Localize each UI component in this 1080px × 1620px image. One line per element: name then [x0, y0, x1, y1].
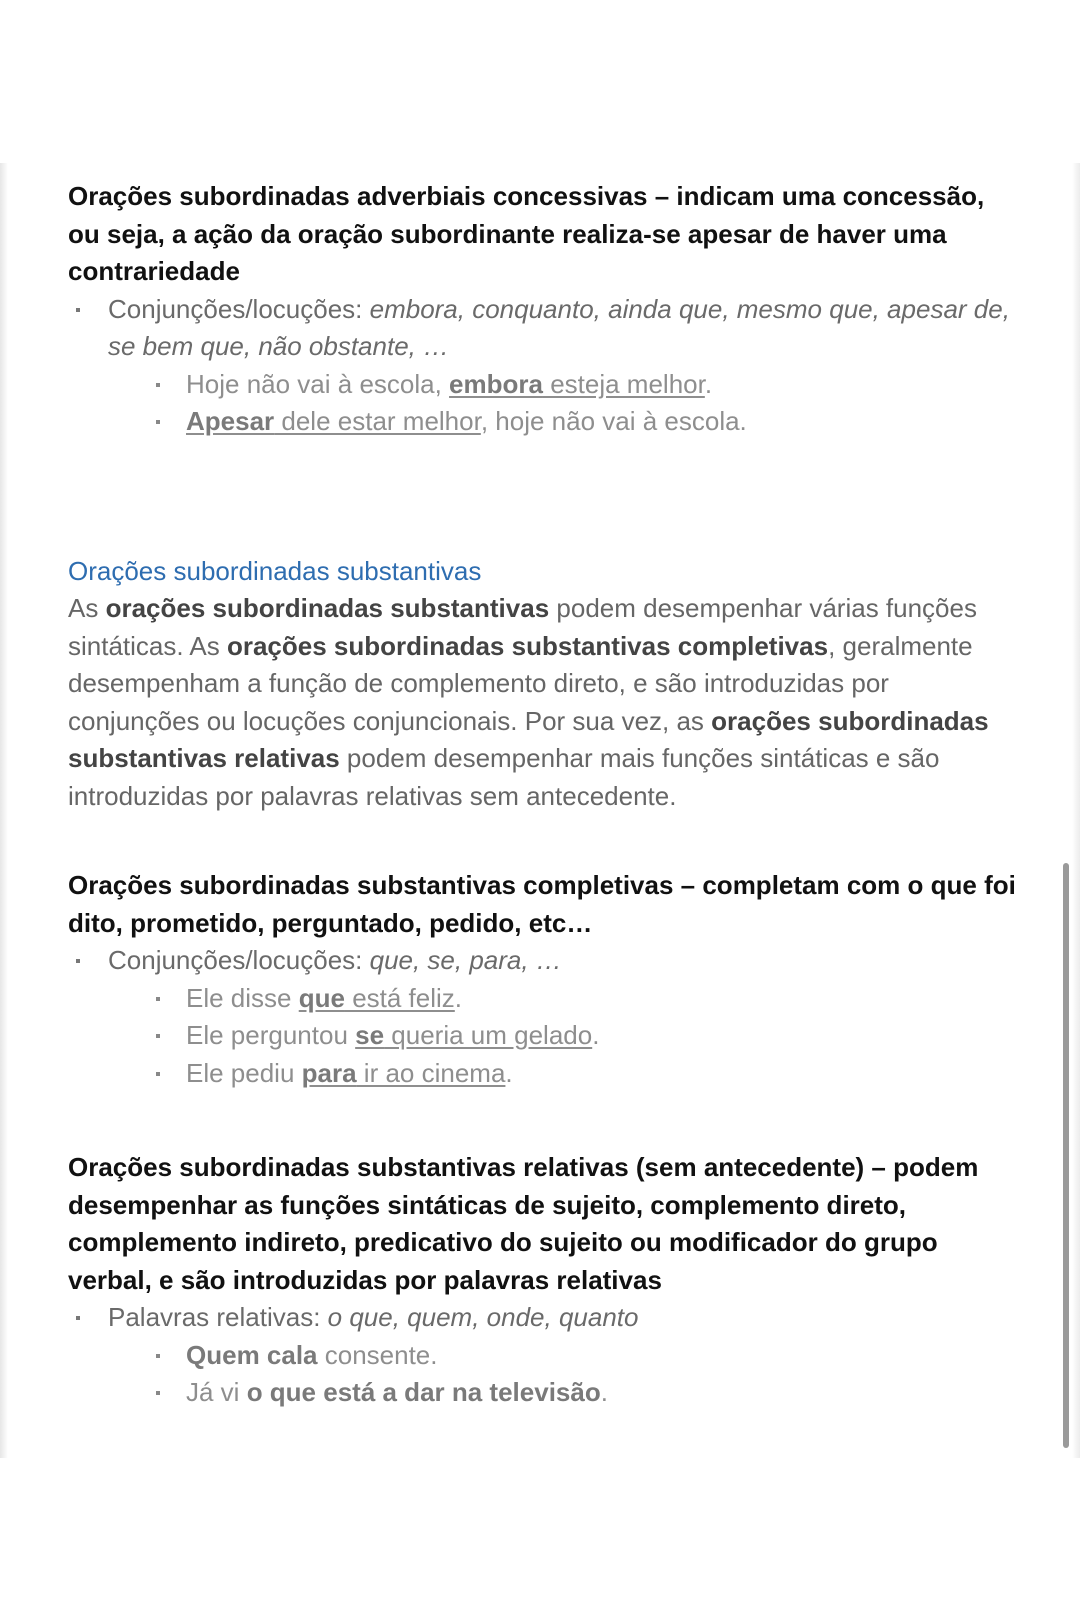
example-suffix: . — [592, 1020, 600, 1050]
examples-list — [108, 366, 1018, 441]
section-substantivas — [68, 553, 1018, 816]
examples-list — [108, 1337, 1018, 1412]
clause-text: dele estar melhor — [274, 406, 481, 436]
underlined-clause — [355, 1020, 592, 1050]
paragraph-text: podem desempenhar mais funções sintáticas e são introduzidas por palavras relativas sem antecedente. — [68, 743, 940, 811]
example-text: Ele perguntou — [186, 1020, 356, 1050]
bullet-label: Palavras relativas: — [108, 1302, 328, 1332]
conjunction: embora — [449, 368, 543, 399]
example-item — [108, 1055, 1018, 1093]
concessivas-heading: Orações subordinadas adverbiais concessivas – indicam uma concessão, ou seja, a ação da oração subordinante realiza-se apesar de haver uma contrariedade — [68, 181, 985, 286]
concessivas-list — [68, 291, 1018, 441]
example-item — [108, 1337, 1018, 1375]
conjunction: Apesar — [186, 406, 275, 436]
example-item — [108, 980, 1018, 1018]
list-item — [68, 1299, 1018, 1412]
example-suffix: . — [704, 368, 713, 399]
clause-text: esteja melhor — [542, 368, 705, 399]
example-suffix: , hoje não vai à escola. — [480, 406, 747, 436]
substantivas-paragraph — [68, 590, 1018, 815]
bullet-label: Conjunções/locuções: — [108, 293, 370, 324]
bullet-terms: embora, conquanto, ainda que, mesmo que, apesar de, se bem que, não obstante, … — [108, 293, 1010, 361]
underlined-clause — [186, 406, 481, 436]
example-suffix: . — [600, 1377, 608, 1407]
document-content — [68, 178, 1018, 1412]
completivas-heading: Orações subordinadas substantivas completivas – completam com o que foi dito, prometido, perguntado, pedido, etc… — [68, 870, 1016, 938]
example-suffix: . — [454, 982, 463, 1013]
relative-clause: o que está a dar na televisão — [246, 1377, 601, 1407]
underlined-clause — [299, 983, 455, 1013]
examples-list — [108, 980, 1018, 1093]
section-completivas — [68, 867, 1018, 1092]
page-edge-left — [0, 163, 8, 1458]
relativas-list — [68, 1299, 1018, 1412]
example-item — [108, 366, 1018, 404]
completivas-list — [68, 942, 1018, 1092]
conjunction: que — [298, 982, 345, 1013]
example-item — [108, 1017, 1018, 1055]
underlined-clause — [302, 1058, 506, 1088]
spacer — [68, 1092, 1018, 1149]
bullet-label: Conjunções/locuções: — [108, 945, 370, 975]
paragraph-bold: orações subordinadas substantivas — [105, 593, 550, 623]
section-relativas — [68, 1149, 1018, 1412]
list-item — [68, 942, 1018, 1092]
scrollbar[interactable] — [1060, 163, 1072, 1458]
conjunction: para — [301, 1057, 357, 1088]
underlined-clause — [449, 369, 705, 399]
paragraph-text: , geralmente desempenham a função de complemento direto, e são introduzidas por conjunções ou locuções conjuncionais. Por sua vez, as — [68, 630, 973, 736]
example-suffix: . — [505, 1057, 513, 1088]
spacer — [68, 441, 1018, 553]
example-text: Já vi — [186, 1377, 247, 1407]
example-text: Hoje não vai à escola, — [186, 368, 450, 399]
paragraph-bold: orações subordinadas substantivas completivas — [226, 630, 829, 661]
paragraph-text: As — [68, 593, 106, 623]
page-edge-right — [1072, 163, 1080, 1458]
clause-text: ir ao cinema — [356, 1057, 506, 1088]
relativas-heading: Orações subordinadas substantivas relativas (sem antecedente) – podem desempenhar as funções sintáticas de sujeito, complemento direto, complemento indireto, predicativo do sujeito ou modificador do grupo verbal, e são introduzidas por palavras relativas — [68, 1152, 979, 1295]
section-concessivas — [68, 178, 1018, 441]
substantivas-title: Orações subordinadas substantivas — [68, 555, 482, 586]
list-item — [68, 291, 1018, 441]
clause-text: queria um gelado — [384, 1020, 593, 1050]
bullet-terms: o que, quem, onde, quanto — [327, 1302, 639, 1332]
example-text: Ele disse — [186, 982, 299, 1013]
bullet-terms: que, se, para, … — [369, 945, 562, 975]
example-item — [108, 403, 1018, 441]
example-item — [108, 1374, 1018, 1412]
spacer — [68, 815, 1018, 867]
paragraph-text: podem desempenhar várias funções sintáticas. As — [68, 593, 977, 661]
clause-text: está feliz — [344, 982, 455, 1013]
relative-clause: Quem cala — [186, 1339, 318, 1370]
scrollbar-thumb[interactable] — [1063, 863, 1069, 1448]
example-text: Ele pediu — [186, 1057, 302, 1088]
example-text: consente. — [317, 1339, 438, 1370]
conjunction: se — [355, 1020, 385, 1050]
paragraph-bold: orações subordinadas substantivas relativas — [68, 705, 989, 773]
